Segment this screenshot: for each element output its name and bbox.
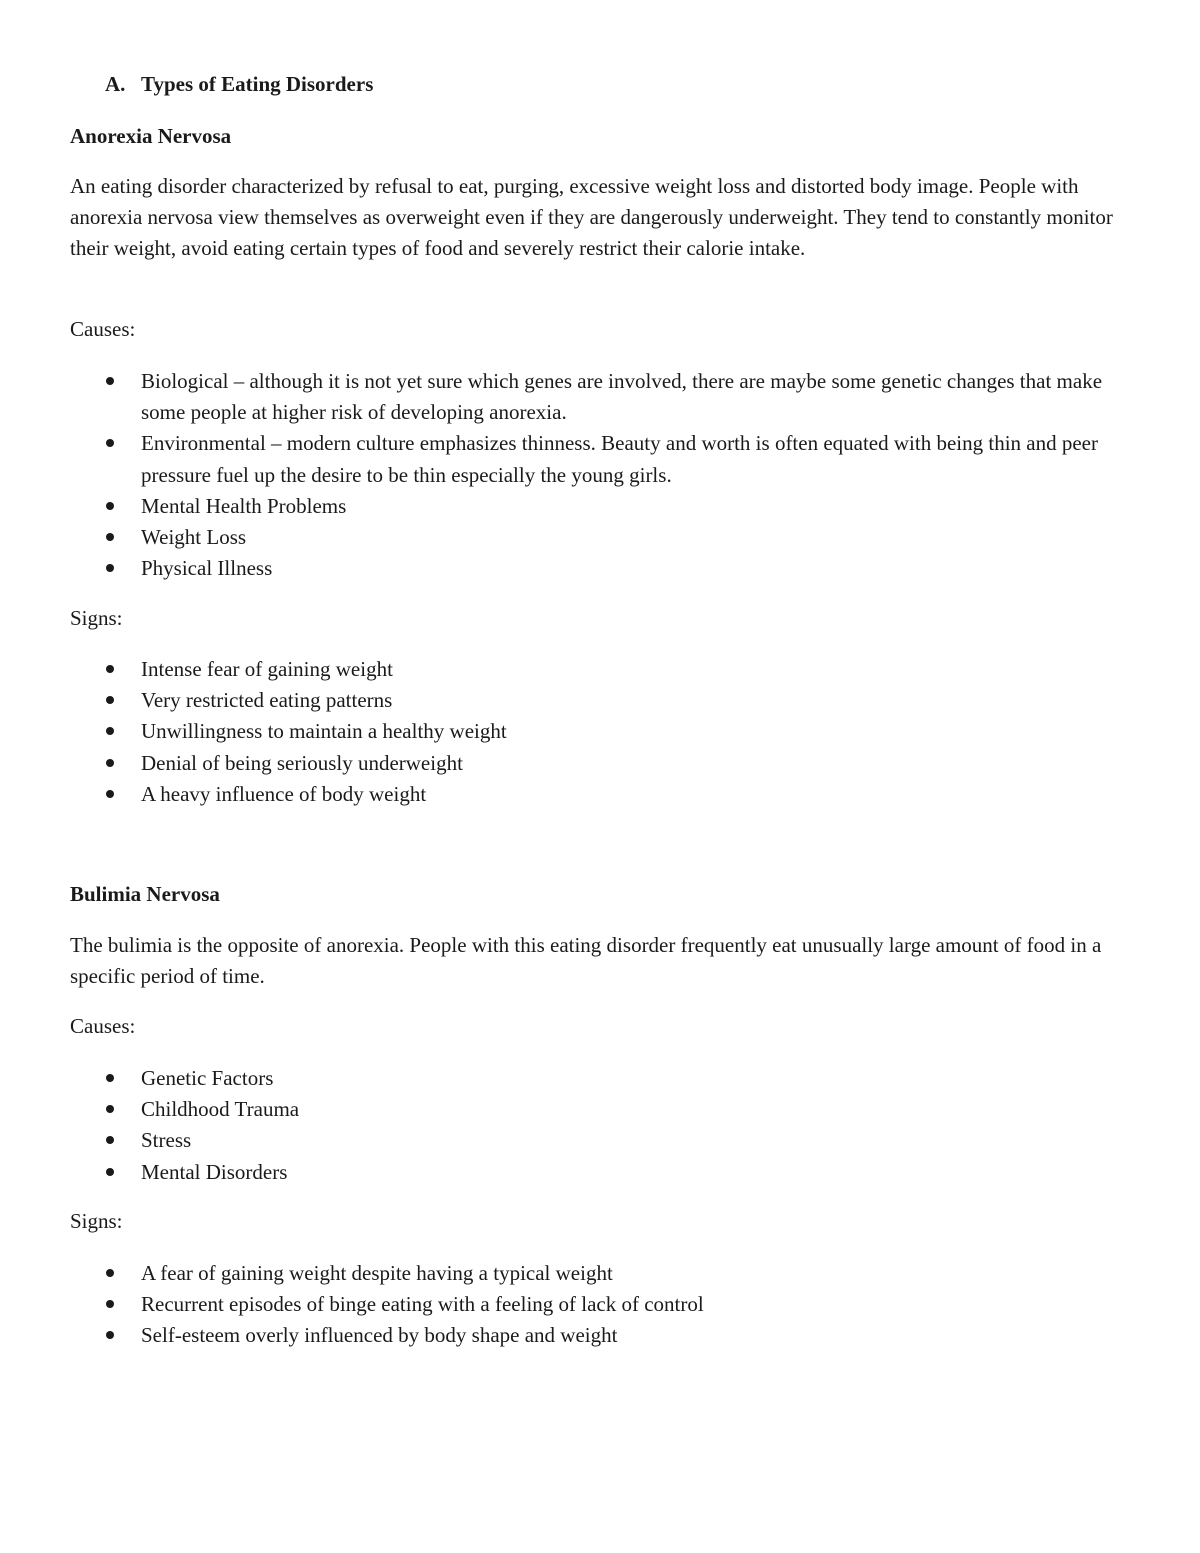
list-item-text: Childhood Trauma xyxy=(141,1097,300,1122)
bulimia-signs-block xyxy=(70,1206,1140,1237)
list-item-text: Denial of being seriously underweight xyxy=(141,750,463,775)
list-item-text: Intense fear of gaining weight xyxy=(141,657,393,681)
anorexia-causes-list xyxy=(70,366,1140,584)
anorexia-signs-label: Signs: xyxy=(70,606,123,630)
section-letter: A. xyxy=(105,72,126,96)
anorexia-causes-label: Causes: xyxy=(70,317,136,341)
bulimia-signs-list xyxy=(70,1258,1140,1352)
bullet-icon xyxy=(106,1168,114,1176)
list-item xyxy=(70,553,1140,584)
bullet-icon xyxy=(106,502,114,510)
list-item-text: Very restricted eating patterns xyxy=(141,688,393,713)
list-item xyxy=(70,1157,1140,1188)
bulimia-causes-block xyxy=(70,1011,1140,1042)
list-item xyxy=(70,1094,1140,1125)
list-item xyxy=(70,428,1140,490)
list-item xyxy=(70,1320,1140,1351)
list-item xyxy=(70,491,1140,522)
anorexia-heading: Anorexia Nervosa xyxy=(70,124,232,148)
bullet-icon xyxy=(106,1074,114,1082)
list-item-text: Mental Disorders xyxy=(141,1159,288,1184)
bulimia-description-block xyxy=(70,930,1140,992)
list-item-text: Recurrent episodes of binge eating with a feeling of lack of control xyxy=(141,1292,704,1317)
list-item xyxy=(70,1289,1140,1320)
bullet-icon xyxy=(106,727,114,735)
bullet-icon xyxy=(106,790,114,798)
bulimia-description: The bulimia is the opposite of anorexia. People with this eating disorder frequently eat unusually large amount of food in a specific period of time. xyxy=(70,933,1102,989)
list-item-text: Biological – although it is not yet sure which genes are involved, there are maybe some genetic changes that make some people at higher risk of developing anorexia. xyxy=(141,369,1103,425)
list-item xyxy=(70,716,1140,747)
anorexia-section xyxy=(70,121,1140,152)
list-item xyxy=(70,779,1140,810)
bullet-icon xyxy=(106,1269,114,1277)
anorexia-causes-block xyxy=(70,314,1140,345)
bullet-icon xyxy=(106,377,114,385)
bullet-icon xyxy=(106,439,114,447)
bullet-icon xyxy=(106,564,114,572)
anorexia-description-block xyxy=(70,171,1140,265)
list-item xyxy=(70,1125,1140,1156)
list-item-text: Genetic Factors xyxy=(141,1066,274,1090)
bullet-icon xyxy=(106,665,114,673)
bullet-icon xyxy=(106,759,114,767)
list-item xyxy=(70,366,1140,428)
section-heading xyxy=(105,72,373,97)
bulimia-section xyxy=(70,879,1140,910)
section-title: Types of Eating Disorders xyxy=(141,72,374,96)
list-item xyxy=(70,522,1140,553)
list-item-text: Weight Loss xyxy=(141,525,247,550)
bulimia-causes-list-block xyxy=(70,1063,1140,1188)
anorexia-causes-list-block xyxy=(70,366,1140,584)
bullet-icon xyxy=(106,1105,114,1113)
list-item-text: Mental Health Problems xyxy=(141,493,347,518)
list-item xyxy=(70,1063,1140,1094)
list-item-text: Stress xyxy=(141,1128,192,1153)
bulimia-signs-list-block xyxy=(70,1258,1140,1352)
bullet-icon xyxy=(106,533,114,541)
bullet-icon xyxy=(106,1136,114,1144)
bullet-icon xyxy=(106,1300,114,1308)
anorexia-description: An eating disorder characterized by refusal to eat, purging, excessive weight loss and distorted body image. People with anorexia nervosa view themselves as overweight even if they are dangerously underweight. They tend to constantly monitor their weight, avoid eating certain types of food and severely restrict their calorie intake. xyxy=(70,174,1113,261)
list-item-text: A fear of gaining weight despite having a typical weight xyxy=(141,1261,613,1285)
list-item-text: Environmental – modern culture emphasizes thinness. Beauty and worth is often equated with being thin and peer pressure fuel up the desire to be thin especially the young girls. xyxy=(141,431,1098,487)
bulimia-signs-label: Signs: xyxy=(70,1209,123,1233)
anorexia-signs-list-block xyxy=(70,654,1140,810)
list-item-text: Self-esteem overly influenced by body shape and weight xyxy=(141,1323,618,1348)
list-item xyxy=(70,685,1140,716)
bulimia-causes-label: Causes: xyxy=(70,1014,136,1038)
list-item-text: Unwillingness to maintain a healthy weight xyxy=(141,719,507,744)
anorexia-signs-list xyxy=(70,654,1140,810)
list-item-text: A heavy influence of body weight xyxy=(141,781,427,806)
list-item-text: Physical Illness xyxy=(141,556,273,581)
bullet-icon xyxy=(106,1331,114,1339)
bulimia-heading: Bulimia Nervosa xyxy=(70,882,220,906)
anorexia-signs-block xyxy=(70,603,1140,634)
list-item xyxy=(70,1258,1140,1289)
list-item xyxy=(70,654,1140,685)
bullet-icon xyxy=(106,696,114,704)
list-item xyxy=(70,748,1140,779)
bulimia-causes-list xyxy=(70,1063,1140,1188)
